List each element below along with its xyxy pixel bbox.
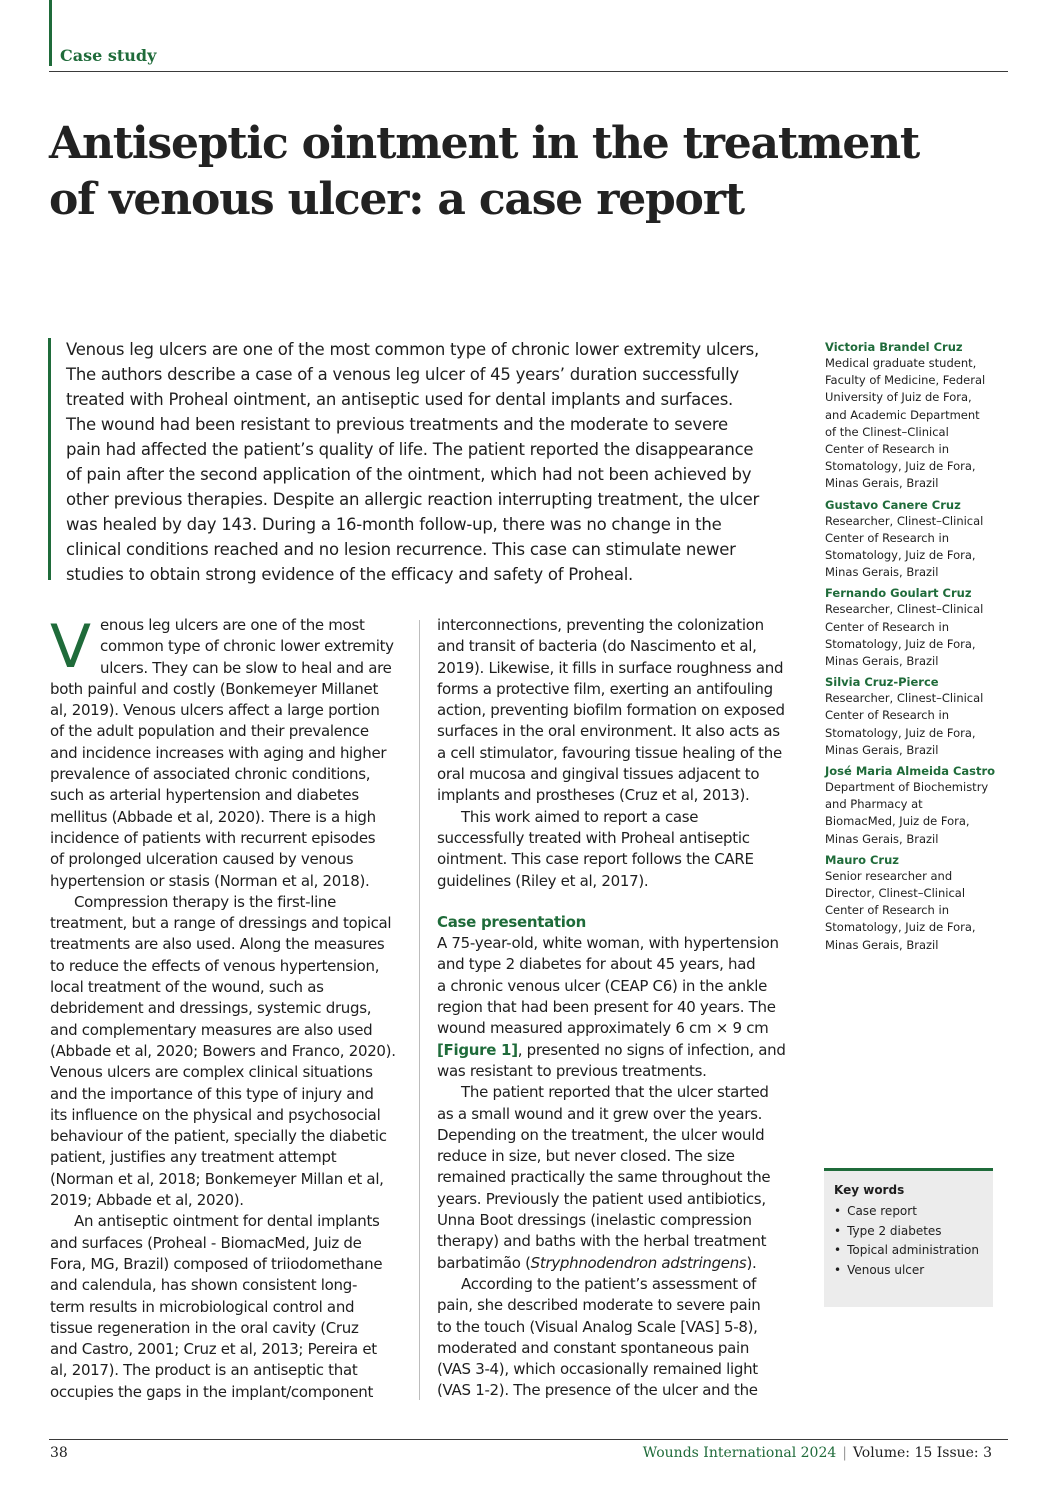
text-line: A 75-year-old, white woman, with hypertension bbox=[437, 934, 779, 953]
text-line: common type of chronic lower extremity bbox=[100, 637, 394, 656]
keyword-item: • Venous ulcer bbox=[834, 1261, 979, 1281]
author-affiliation: Medical graduate student, Faculty of Medicine, Federal University of Juiz de Fora, and Academic Department of the Clinest–Clinical Center of Research in Stomatology, Juiz de Fora, Minas Gerais, Brazil bbox=[825, 356, 986, 491]
text-line: implants and prostheses (Cruz et al, 2013). bbox=[437, 786, 750, 805]
text-line: region that had been present for 40 years. The bbox=[437, 998, 776, 1017]
header-accent-bar bbox=[49, 0, 52, 66]
text-line: moderated and constant spontaneous pain bbox=[437, 1338, 750, 1357]
keyword-item: • Topical administration bbox=[834, 1241, 979, 1261]
author-name: Victoria Brandel Cruz bbox=[825, 340, 963, 354]
text-line: An antiseptic ointment for dental implants bbox=[74, 1212, 380, 1231]
text-line: and surfaces (Proheal - BiomacMed, Juiz de bbox=[50, 1233, 362, 1252]
author-name: Fernando Goulart Cruz bbox=[825, 586, 972, 601]
text-line: barbatimão (Stryphnodendron adstringens). bbox=[437, 1253, 757, 1272]
text-line: interconnections, preventing the colonization bbox=[437, 616, 764, 634]
text-line: treatments are also used. Along the measures bbox=[50, 935, 385, 954]
text-line: (Norman et al, 2018; Bonkemeyer Millan et al, bbox=[50, 1169, 384, 1188]
text-line: local treatment of the wound, such as bbox=[50, 978, 324, 997]
keywords-title: Key words bbox=[834, 1183, 905, 1197]
text-line: This work aimed to report a case bbox=[461, 807, 699, 826]
footer-separator: | bbox=[842, 1445, 847, 1461]
abstract-line: clinical conditions reached and no lesion recurrence. This case can stimulate newer bbox=[66, 540, 736, 559]
text-line: patient, justifies any treatment attempt bbox=[50, 1148, 337, 1167]
journal-name: Wounds International 2024 bbox=[642, 1445, 837, 1461]
page-number: 38 bbox=[50, 1445, 68, 1461]
text-line: to reduce the effects of venous hypertension, bbox=[50, 956, 380, 975]
author-list bbox=[825, 339, 1015, 958]
footer-rule bbox=[49, 1439, 1008, 1440]
text-line: guidelines (Riley et al, 2017). bbox=[437, 871, 649, 890]
column-divider bbox=[419, 620, 420, 1400]
body-column-2 bbox=[437, 615, 802, 1402]
text-line: of prolonged ulceration caused by venous bbox=[50, 850, 354, 869]
author-affiliation: Researcher, Clinest–Clinical Center of Research in Stomatology, Juiz de Fora, Minas Gerais, Brazil bbox=[825, 513, 984, 580]
text-line: a cell stimulator, favouring tissue healing of the bbox=[437, 743, 782, 762]
abstract-line: The wound had been resistant to previous treatments and the moderate to severe bbox=[66, 415, 728, 434]
text-line: therapy) and baths with the herbal treatment bbox=[437, 1232, 767, 1251]
author-name: Silvia Cruz-Pierce bbox=[825, 675, 939, 690]
article-title bbox=[49, 116, 949, 228]
text-line: debridement and dressings, systemic drugs, bbox=[50, 999, 372, 1018]
keyword-item: • Case report bbox=[834, 1202, 979, 1222]
text-line: both painful and costly (Bonkemeyer Millanet bbox=[50, 679, 379, 698]
text-line: tissue regeneration in the oral cavity (Cruz bbox=[50, 1318, 359, 1337]
abstract-line: studies to obtain strong evidence of the efficacy and safety of Proheal. bbox=[66, 565, 634, 584]
header-rule bbox=[49, 71, 1008, 72]
text-line: According to the patient’s assessment of bbox=[461, 1274, 757, 1293]
author-affiliation: Researcher, Clinest–Clinical Center of Research in Stomatology, Juiz de Fora, Minas Gerais, Brazil bbox=[825, 691, 984, 757]
text-line: remained practically the same throughout the bbox=[437, 1168, 771, 1187]
text-line: 2019; Abbade et al, 2020). bbox=[50, 1191, 244, 1210]
section-label: Case study bbox=[60, 46, 157, 65]
journal-issue: Volume: 15 Issue: 3 bbox=[852, 1445, 992, 1461]
text-line: al, 2019). Venous ulcers affect a large portion bbox=[50, 701, 380, 720]
author-affiliation: Department of Biochemistry and Pharmacy at BiomacMed, Juiz de Fora, Minas Gerais, Brazil bbox=[825, 780, 989, 846]
text-line: and calendula, has shown consistent long- bbox=[50, 1276, 358, 1295]
text-line: a chronic venous ulcer (CEAP C6) in the ankle bbox=[437, 976, 768, 995]
text-line: action, preventing biofilm formation on exposed bbox=[437, 701, 785, 720]
text-line: Venous ulcers are complex clinical situations bbox=[50, 1063, 373, 1082]
abstract-line: pain had affected the patient’s quality of life. The patient reported the disappearance bbox=[66, 440, 754, 459]
text-line: forms a protective film, exerting an antifouling bbox=[437, 679, 773, 698]
abstract-line: The authors describe a case of a venous leg ulcer of 45 years’ duration successfully bbox=[66, 365, 739, 384]
abstract-line: other previous therapies. Despite an allergic reaction interrupting treatment, the ulcer bbox=[66, 490, 760, 509]
keywords-list bbox=[834, 1202, 979, 1280]
text-line: to the touch (Visual Analog Scale [VAS] 5-8), bbox=[437, 1317, 758, 1336]
text-line: and the importance of this type of injury and bbox=[50, 1084, 374, 1103]
author-name: Mauro Cruz bbox=[825, 852, 899, 867]
abstract-line: treated with Proheal ointment, an antiseptic used for dental implants and surfaces. bbox=[66, 390, 734, 409]
text-line: was resistant to previous treatments. bbox=[437, 1061, 707, 1080]
text-line: as a small wound and it grew over the years. bbox=[437, 1104, 763, 1123]
text-line: Fora, MG, Brazil) composed of triiodomethane bbox=[50, 1254, 383, 1273]
title-line: of venous ulcer: a case report bbox=[49, 174, 744, 225]
text-line: (VAS 3-4), which occasionally remained light bbox=[437, 1360, 758, 1379]
section-heading: Case presentation bbox=[437, 912, 587, 931]
text-line: surfaces in the oral environment. It also acts as bbox=[437, 722, 780, 741]
text-line: enous leg ulcers are one of the most bbox=[100, 616, 365, 634]
text-line: and incidence increases with aging and higher bbox=[50, 743, 387, 762]
keywords-box bbox=[824, 1168, 993, 1307]
text-line: reduce in size, but never closed. The size bbox=[437, 1147, 735, 1166]
text-line: al, 2017). The product is an antiseptic that bbox=[50, 1361, 358, 1380]
abstract-line: Venous leg ulcers are one of the most common type of chronic lower extremity ulcers, bbox=[66, 340, 759, 359]
text-line: ointment. This case report follows the CARE bbox=[437, 850, 754, 869]
abstract-line: was healed by day 143. During a 16-month follow-up, there was no change in the bbox=[66, 515, 722, 534]
title-line: Antiseptic ointment in the treatment bbox=[49, 118, 920, 169]
text-line: prevalence of associated chronic conditions, bbox=[50, 765, 371, 784]
text-line: term results in microbiological control and bbox=[50, 1297, 355, 1316]
text-line: wound measured approximately 6 cm × 9 cm bbox=[437, 1019, 769, 1038]
text-line: and complementary measures are also used bbox=[50, 1020, 373, 1039]
author-affiliation: Senior researcher and Director, Clinest–Clinical Center of Research in Stomatology, Juiz de Fora, Minas Gerais, Brazil bbox=[825, 868, 976, 952]
author-name: Gustavo Canere Cruz bbox=[825, 497, 961, 512]
text-line: of the adult population and their prevalence bbox=[50, 722, 369, 741]
journal-citation bbox=[643, 1445, 992, 1461]
text-line: Compression therapy is the first-line bbox=[74, 892, 337, 911]
text-line: ulcers. They can be slow to heal and are bbox=[100, 658, 392, 677]
text-line: Unna Boot dressings (inelastic compression bbox=[437, 1211, 752, 1230]
author-affiliation: Researcher, Clinest–Clinical Center of Research in Stomatology, Juiz de Fora, Minas Gerais, Brazil bbox=[825, 602, 984, 669]
abstract-accent-bar bbox=[48, 338, 51, 580]
text-line: successfully treated with Proheal antiseptic bbox=[437, 828, 750, 847]
text-line: [Figure 1], presented no signs of infection, and bbox=[437, 1040, 786, 1059]
text-line: treatment, but a range of dressings and topical bbox=[50, 914, 392, 933]
abstract-line: of pain after the second application of the ointment, which had not been achieved by bbox=[66, 465, 752, 484]
text-line: years. Previously the patient used antibiotics, bbox=[437, 1189, 766, 1208]
text-line: and transit of bacteria (do Nascimento et al, bbox=[437, 637, 757, 656]
dropcap-paragraph bbox=[50, 612, 415, 682]
abstract bbox=[66, 337, 806, 587]
text-line: and type 2 diabetes for about 45 years, had bbox=[437, 955, 756, 974]
text-line: mellitus (Abbade et al, 2020). There is a high bbox=[50, 807, 376, 826]
text-line: (VAS 1-2). The presence of the ulcer and the bbox=[437, 1381, 758, 1400]
text-line: hypertension or stasis (Norman et al, 2018). bbox=[50, 871, 370, 890]
text-line: The patient reported that the ulcer started bbox=[461, 1083, 769, 1102]
keyword-item: • Type 2 diabetes bbox=[834, 1222, 979, 1242]
text-line: occupies the gaps in the implant/component bbox=[50, 1382, 374, 1401]
text-line: 2019). Likewise, it fills in surface roughness and bbox=[437, 658, 784, 677]
text-line: incidence of patients with recurrent episodes bbox=[50, 828, 376, 847]
figure-link[interactable]: [Figure 1] bbox=[437, 1040, 518, 1059]
text-line: Depending on the treatment, the ulcer would bbox=[437, 1125, 765, 1144]
text-line: behaviour of the patient, specially the diabetic bbox=[50, 1127, 387, 1146]
text-line: oral mucosa and gingival tissues adjacent to bbox=[437, 765, 760, 784]
body-column-1 bbox=[50, 612, 415, 1403]
text-line: such as arterial hypertension and diabetes bbox=[50, 786, 359, 805]
author-name: José Maria Almeida Castro bbox=[825, 764, 996, 779]
text-line: and Castro, 2001; Cruz et al, 2013; Pereira et bbox=[50, 1340, 377, 1359]
text-line: (Abbade et al, 2020; Bowers and Franco, 2020). bbox=[50, 1041, 396, 1060]
dropcap-letter: V bbox=[50, 612, 91, 682]
text-line: pain, she described moderate to severe pain bbox=[437, 1296, 761, 1315]
text-line: its influence on the physical and psychosocial bbox=[50, 1105, 381, 1124]
